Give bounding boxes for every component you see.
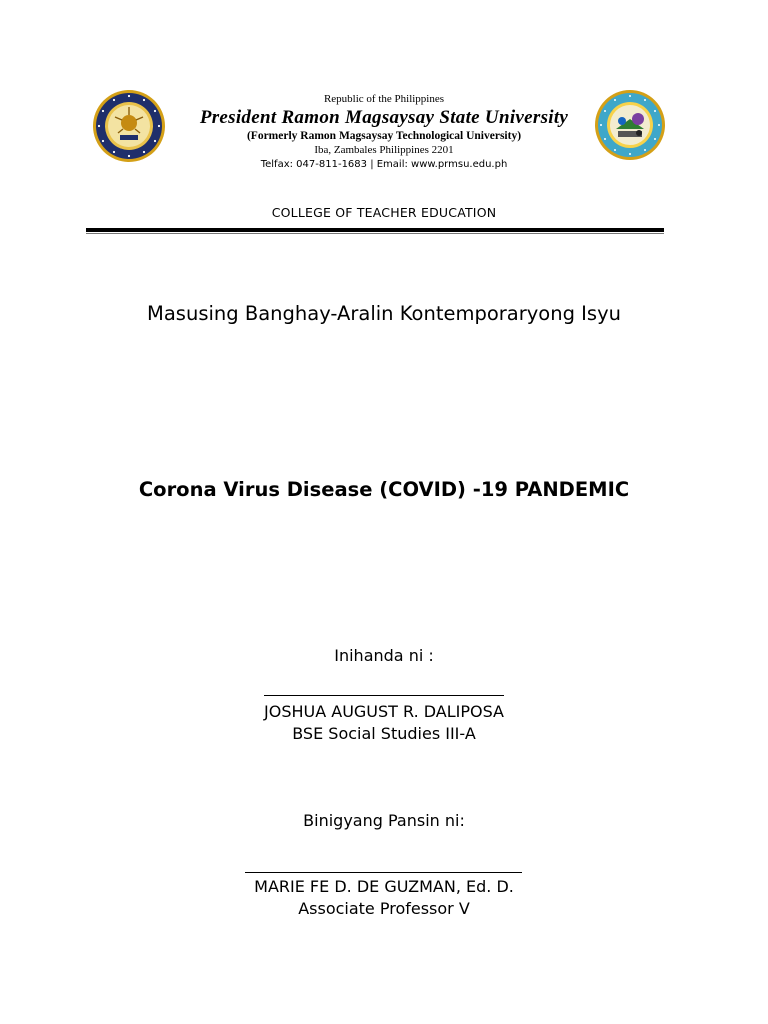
document-topic: Corona Virus Disease (COVID) -19 PANDEMIC — [138, 478, 630, 501]
prepared-signature-line — [264, 695, 504, 696]
preparer-name: JOSHUA AUGUST R. DALIPOSA — [264, 702, 504, 721]
college-name: COLLEGE OF TEACHER EDUCATION — [271, 205, 497, 220]
header-divider — [86, 228, 664, 232]
reviewer-role: Associate Professor V — [298, 899, 470, 918]
document-title: Masusing Banghay-Aralin Kontemporaryong Isyu — [147, 302, 621, 325]
university-name: President Ramon Magsaysay State University — [199, 107, 569, 128]
contact-info: Telfax: 047-811-1683 | Email: www.prmsu.edu.ph — [260, 159, 508, 170]
republic-line: Republic of the Philippines — [323, 93, 445, 105]
reviewer-name: MARIE FE D. DE GUZMAN, Ed. D. — [254, 877, 514, 896]
reviewer-signature-line — [245, 872, 522, 873]
former-name: (Formerly Ramon Magsaysay Technological University) — [246, 130, 522, 142]
address: Iba, Zambales Philippines 2201 — [314, 144, 454, 156]
reviewed-by-label: Binigyang Pansin ni: — [303, 811, 465, 830]
prepared-by-label: Inihanda ni : — [334, 646, 434, 665]
preparer-role: BSE Social Studies III-A — [292, 724, 476, 743]
header-divider-shadow — [86, 233, 664, 234]
